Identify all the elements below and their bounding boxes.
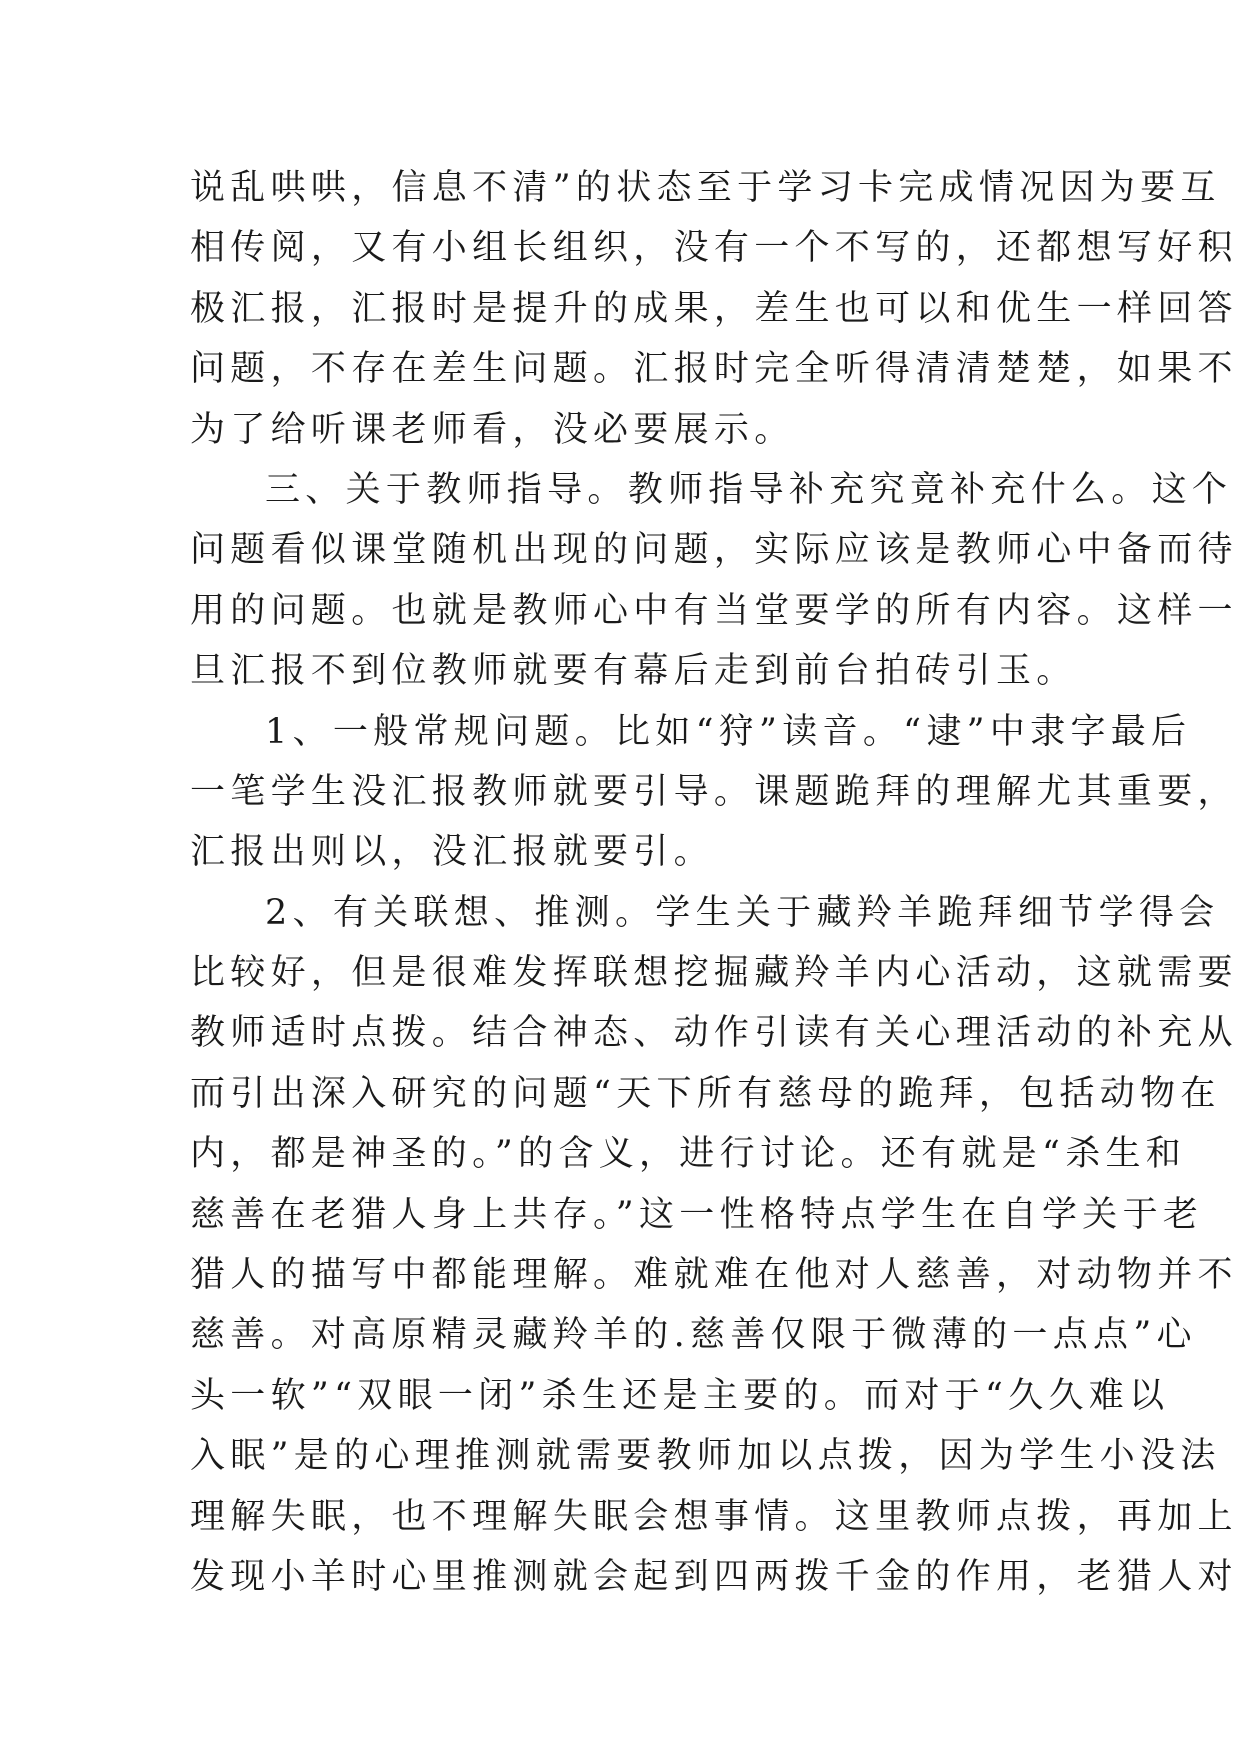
- text-line: 发现小羊时心里推测就会起到四两拨千金的作用，老猎人对: [190, 1556, 1238, 1597]
- text-line: 内，都是神圣的。”的含义，进行讨论。还有就是“杀生和: [190, 1134, 1187, 1175]
- text-line: 汇报出则以，没汇报就要引。: [190, 832, 714, 873]
- text-line: 而引出深入研究的问题“天下所有慈母的跪拜，包括动物在: [190, 1073, 1221, 1114]
- text-line: 入眠”是的心理推测就需要教师加以点拨，因为学生小没法: [190, 1436, 1221, 1477]
- text-line: 问题，不存在差生问题。汇报时完全听得清清楚楚，如果不: [190, 349, 1238, 390]
- text-line: 一笔学生没汇报教师就要引导。课题跪拜的理解尤其重要，: [190, 771, 1238, 812]
- text-line: 慈善。对高原精灵藏羚羊的.慈善仅限于微薄的一点点”心: [190, 1315, 1197, 1356]
- text-line: 为了给听课老师看，没必要展示。: [190, 409, 795, 450]
- text-line: 说乱哄哄，信息不清”的状态至于学习卡完成情况因为要互: [190, 168, 1221, 208]
- body-text: [190, 158, 1238, 1607]
- text-line: 教师适时点拨。结合神态、动作引读有关心理活动的补充从: [190, 1013, 1238, 1054]
- text-line: 头一软”“双眼一闭”杀生还是主要的。而对于“久久难以: [190, 1375, 1170, 1416]
- list-item-line: 1、一般常规问题。比如“狩”读音。“逮”中隶字最后: [265, 711, 1192, 752]
- list-item-line: 2、有关联想、推测。学生关于藏羚羊跪拜细节学得会: [265, 892, 1220, 933]
- text-line: 极汇报，汇报时是提升的成果，差生也可以和优生一样回答: [190, 288, 1238, 329]
- text-line: 旦汇报不到位教师就要有幕后走到前台拍砖引玉。: [190, 651, 1077, 692]
- text-line: 用的问题。也就是教师心中有当堂要学的所有内容。这样一: [190, 590, 1238, 631]
- text-line: 问题看似课堂随机出现的问题，实际应该是教师心中备而待: [190, 530, 1238, 571]
- text-line: 相传阅，又有小组长组织，没有一个不写的，还都想写好积: [190, 228, 1238, 269]
- text-line: 慈善在老猎人身上共存。”这一性格特点学生在自学关于老: [190, 1194, 1204, 1235]
- text-line: 猎人的描写中都能理解。难就难在他对人慈善，对动物并不: [190, 1255, 1238, 1296]
- text-line: 比较好，但是很难发挥联想挖掘藏羚羊内心活动，这就需要: [190, 953, 1238, 994]
- section-heading-line: 三、关于教师指导。教师指导补充究竟补充什么。这个: [265, 469, 1233, 510]
- text-line: 理解失眠，也不理解失眠会想事情。这里教师点拨，再加上: [190, 1496, 1238, 1537]
